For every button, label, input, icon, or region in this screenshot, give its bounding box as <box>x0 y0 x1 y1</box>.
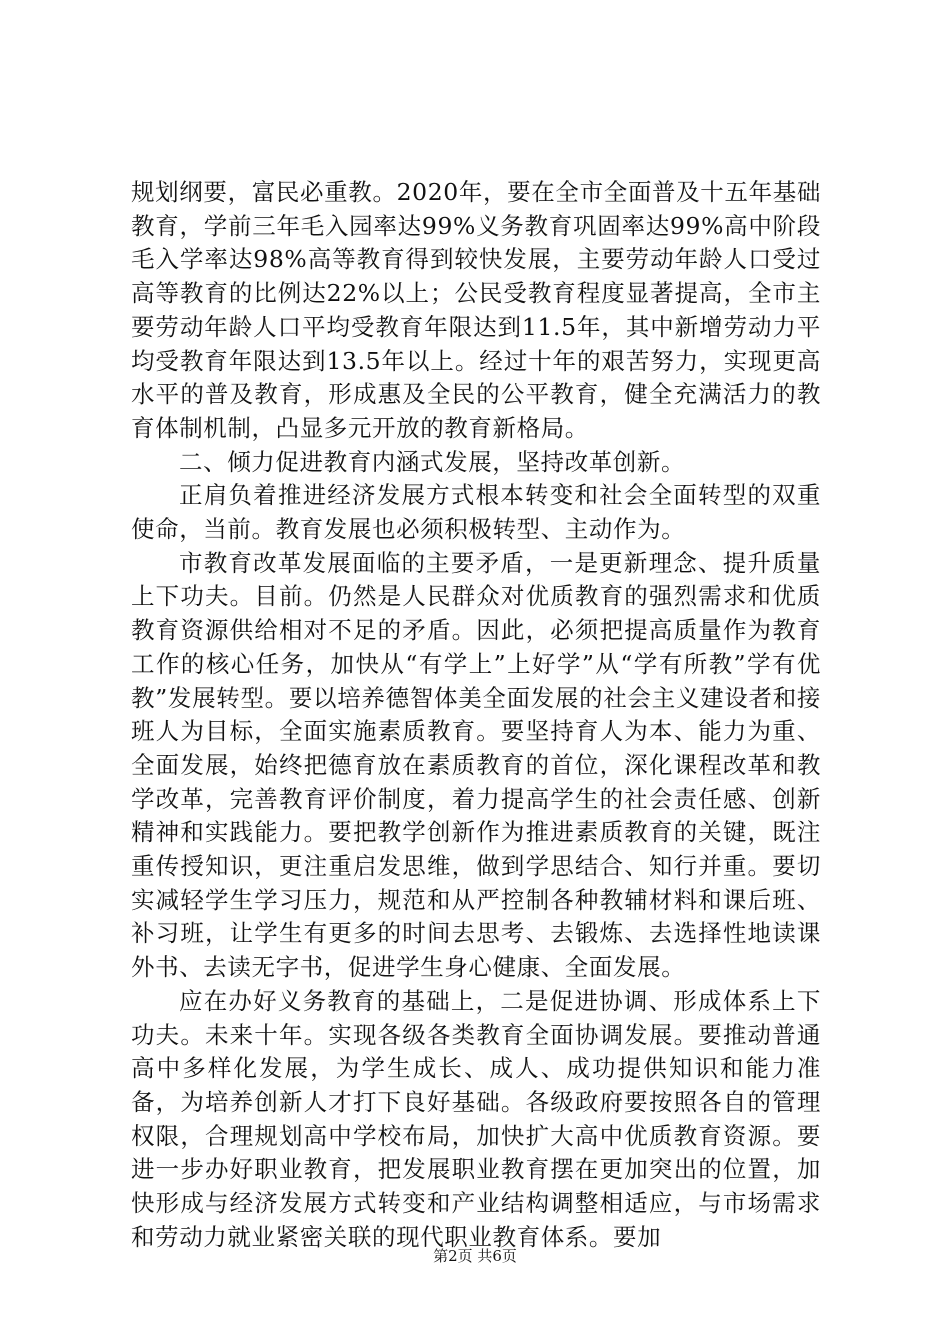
document-body <box>131 176 821 1255</box>
paragraph: 正肩负着推进经济发展方式根本转变和社会全面转型的双重使命，当前。教育发展也必须积极转型、主动作为。 <box>131 481 821 544</box>
paragraph: 市教育改革发展面临的主要矛盾，一是更新理念、提升质量上下功夫。目前。仍然是人民群众对优质教育的强烈需求和优质教育资源供给相对不足的矛盾。因此，必须把提高质量作为教育工作的核心任务，加快从“有学上”上好学”从“学有所教”学有优教”发展转型。要以培养德智体美全面发展的社会主义建设者和接班人为目标，全面实施素质教育。要坚持育人为本、能力为重、全面发展，始终把德育放在素质教育的首位，深化课程改革和教学改革，完善教育评价制度，着力提高学生的社会责任感、创新精神和实践能力。要把教学创新作为推进素质教育的关键，既注重传授知识，更注重启发思维，做到学思结合、知行并重。要切实减轻学生学习压力，规范和从严控制各种教辅材料和课后班、补习班，让学生有更多的时间去思考、去锻炼、去选择性地读课外书、去读无字书，促进学生身心健康、全面发展。 <box>131 548 821 982</box>
paragraph: 应在办好义务教育的基础上，二是促进协调、形成体系上下功夫。未来十年。实现各级各类教育全面协调发展。要推动普通高中多样化发展，为学生成长、成人、成功提供知识和能力准备，为培养创新人才打下良好基础。各级政府要按照各自的管理权限，合理规划高中学校布局，加快扩大高中优质教育资源。要进一步办好职业教育，把发展职业教育摆在更加突出的位置，加快形成与经济发展方式转变和产业结构调整相适应，与市场需求和劳动力就业紧密关联的现代职业教育体系。要加 <box>131 986 821 1251</box>
page-number-footer: 第2页 共6页 <box>433 1247 517 1265</box>
paragraph-continuation: 规划纲要，富民必重教。2020年，要在全市全面普及十五年基础教育，学前三年毛入园率达99%义务教育巩固率达99%高中阶段毛入学率达98%高等教育得到较快发展，主要劳动年龄人口受过高等教育的比例达22%以上；公民受教育程度显著提高，全市主要劳动年龄人口平均受教育年限达到11.5年，其中新增劳动力平均受教育年限达到13.5年以上。经过十年的艰苦努力，实现更高水平的普及教育，形成惠及全民的公平教育，健全充满活力的教育体制机制，凸显多元开放的教育新格局。 <box>131 178 821 442</box>
section-heading: 二、倾力促进教育内涵式发展，坚持改革创新。 <box>179 447 686 476</box>
